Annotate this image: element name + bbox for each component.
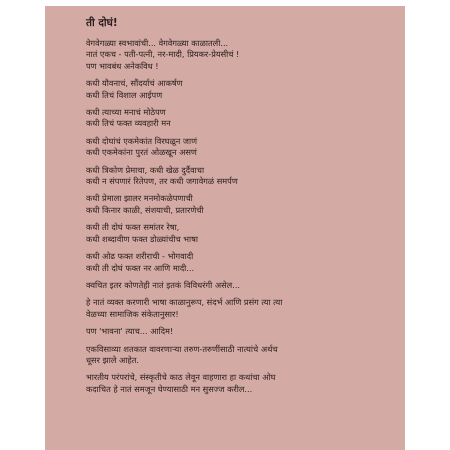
prose-line: धूसर झाले आहेत. bbox=[86, 354, 139, 365]
poem-line: कधी त्याच्या मनाचं मोठेपण bbox=[86, 107, 166, 118]
poem-line: कधी न संपणारं रितेपण, तर कधी जगावेगळं समर्पण bbox=[86, 176, 238, 187]
prose-line: क्वचित इतर कोणतेही नातं इतकं विविधरंगी असेल... bbox=[86, 279, 241, 290]
prose-line: कदाचित हे नातं समजून घेण्यासाठी मन सुसज्ज करील... bbox=[86, 383, 253, 394]
poem-stanza bbox=[86, 38, 405, 72]
poem-line: नातं एकच - पती-पत्नी, नर-मादी, प्रियकर-प्रेयसीचं ! bbox=[86, 49, 240, 60]
poem-line: पण भावबंध अनेकविध ! bbox=[86, 60, 159, 71]
prose-paragraph bbox=[86, 326, 405, 337]
poem-line: कधी तिचं फक्त व्यवहारी मन bbox=[86, 118, 171, 129]
poem-block bbox=[86, 38, 405, 274]
poem-line: कधी एकमेकांना पुरतं ओळखून असणं bbox=[86, 147, 197, 158]
cover-title: ती दोघं! bbox=[86, 17, 118, 29]
prose-paragraph bbox=[86, 297, 405, 320]
poem-line: कधी यौवनाचं, सौंदर्याचं आकर्षण bbox=[86, 78, 183, 89]
poem-line: कधी ती दोघं फक्त नर आणि मादी... bbox=[86, 262, 195, 273]
poem-line: कधी किनार काळी, संशयाची, प्रतारणेची bbox=[86, 204, 204, 215]
poem-stanza bbox=[86, 193, 405, 216]
poem-line: कधी प्रेमाला झालर मनमोकळेपणाची bbox=[86, 193, 193, 204]
poem-line: कधी ती दोघं फक्त समांतर रेषा, bbox=[86, 222, 180, 233]
poem-line: कधी ओढ फक्त शरीराची - भोगवादी bbox=[86, 251, 194, 262]
poem-stanza bbox=[86, 78, 405, 101]
poem-stanza bbox=[86, 251, 405, 274]
poem-line: कधी शब्दावीण फक्त डोळ्यांचीच भाषा bbox=[86, 233, 199, 244]
prose-paragraph bbox=[86, 280, 405, 291]
poem-stanza bbox=[86, 107, 405, 130]
poem-stanza bbox=[86, 165, 405, 188]
prose-line: हे नातं व्यक्त करणारी भाषा काळानुरूप, संदर्भ आणि प्रसंग त्या त्या bbox=[86, 297, 283, 308]
poem-stanza bbox=[86, 136, 405, 159]
prose-line: पण 'भावना' त्याच... आदिम! bbox=[86, 326, 174, 337]
prose-paragraph bbox=[86, 344, 405, 367]
poem-line: कधी त्रिकोण प्रेमाचा, कधी खेळ दुर्दैवाचा bbox=[86, 164, 205, 175]
poem-line: वेगवेगळ्या स्वभावांची... वेगवेगळ्या काळातली... bbox=[86, 38, 229, 48]
prose-paragraph bbox=[86, 372, 405, 395]
book-back-cover bbox=[45, 6, 405, 450]
prose-block bbox=[86, 280, 405, 395]
prose-line: भारतीय परंपरांचे, संस्कृतीचे काठ लेवून वाहणारा हा कथांचा ओघ bbox=[86, 372, 276, 383]
poem-stanza bbox=[86, 222, 405, 245]
poem-line: कधी तिचं विशाल आईपण bbox=[86, 89, 163, 100]
poem-line: कधी दोघांचं एकमेकांत विरघळून जाणं bbox=[86, 135, 198, 146]
prose-line: एकविसाव्या शतकात वावरणाऱ्या तरुण-तरुणींसाठी नात्यांचे अर्थच bbox=[86, 343, 278, 354]
prose-line: वेळच्या सामाजिक संकेतानुसार! bbox=[86, 308, 179, 319]
